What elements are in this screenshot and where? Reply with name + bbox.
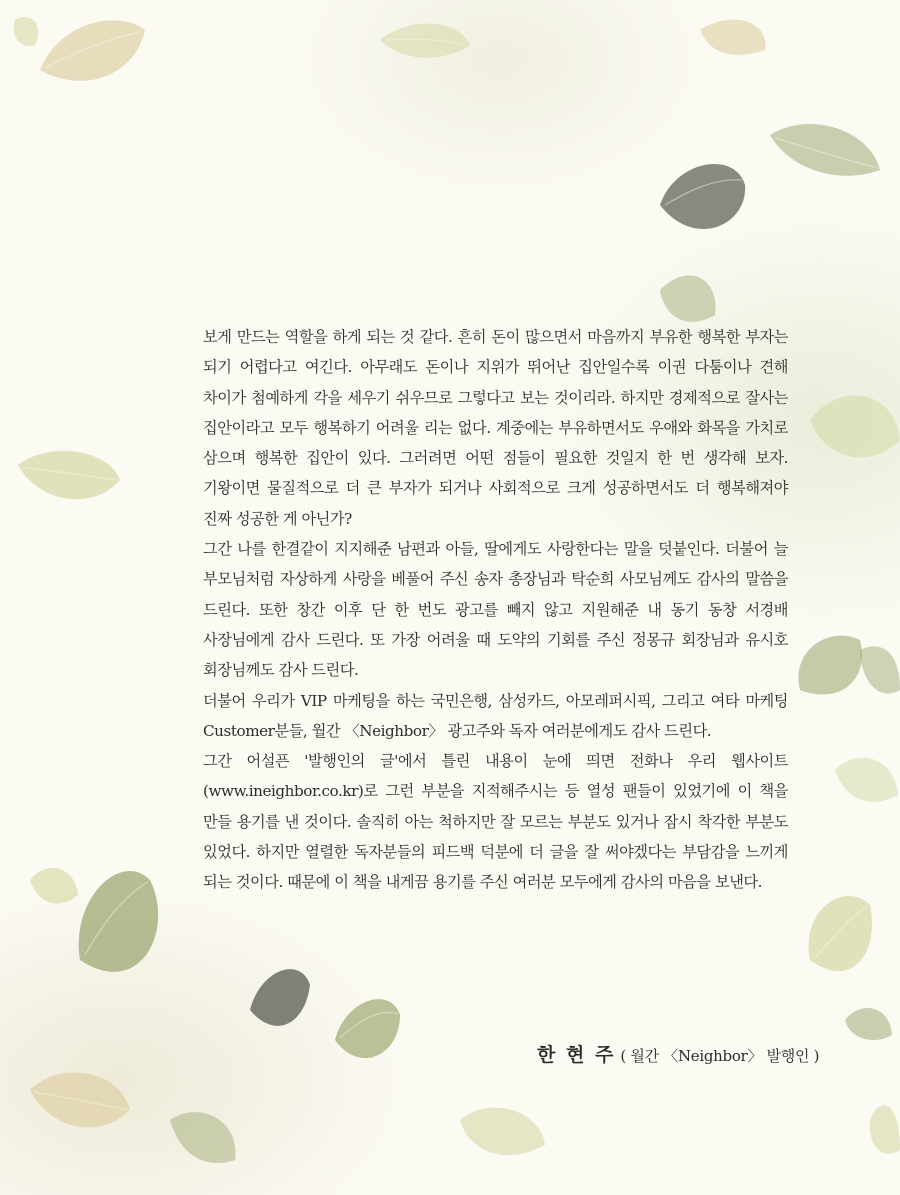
author-title: ( 월간 〈Neighbor〉 발행인 ) bbox=[620, 1047, 820, 1065]
paragraph: 그간 어설픈 '발행인의 글'에서 틀린 내용이 눈에 띄면 전화나 우리 웹사이트(www.ineighbor.co.kr)로 그런 부분을 지적해주시는 등 열성 팬들이 있었기에 이 책을 만들 용기를 낸 것이다. 솔직히 아는 척하지만 잘 모르는 부분도 있거나 잠시 착각한 부분도 있었다. 하지만 열렬한 독자분들의 피드백 덕분에 더 글을 잘 써야겠다는 부담감을 느끼게 되는 것이다. 때문에 이 책을 내게끔 용기를 주신 여러분 모두에게 감사의 마음을 보낸다. bbox=[203, 752, 788, 892]
leaf-bottom-center-olive bbox=[335, 999, 400, 1058]
leaf-bottom-left-tan bbox=[30, 1073, 130, 1128]
leaf-bottom-center-dark bbox=[250, 969, 310, 1026]
leaf-right-middle-3 bbox=[835, 758, 898, 802]
leaf-bottom-left-olive bbox=[170, 1112, 235, 1163]
leaf-right-middle bbox=[798, 636, 862, 695]
leaf-top-right bbox=[700, 20, 765, 55]
leaf-bottom-left-small bbox=[30, 868, 78, 903]
leaf-left-middle bbox=[18, 451, 120, 499]
leaf-bottom-left-large bbox=[79, 871, 158, 972]
paragraph: 보게 만드는 역할을 하게 되는 것 같다. 흔히 돈이 많으면서 마음까지 부유한 행복한 부자는 되기 어렵다고 여긴다. 아무래도 돈이나 지위가 뛰어난 집안일수록 이권 다툼이나 견해 차이가 첨예하게 각을 세우기 쉬우므로 그렇다고 보는 것이리라. 하지만 경제적으로 잘사는 집안이라고 모두 행복하기 어려울 리는 없다. 계중에는 부유하면서도 우애와 화목을 가치로 삼으며 행복한 집안이 있다. 그러려면 어떤 점들이 필요한 것일지 한 번 생각해 보자. 기왕이면 물질적으로 더 큰 부자가 되거나 사회적으로 크게 성공하면서도 더 행복해져야 진짜 성공한 게 아닌가? bbox=[203, 328, 788, 528]
leaf-bottom-right-large bbox=[809, 896, 872, 971]
signature bbox=[537, 1040, 819, 1067]
leaf-right-olive bbox=[770, 124, 880, 176]
leaf-bottom-center-light bbox=[460, 1108, 545, 1156]
paragraph: 그간 나를 한결같이 지지해준 남편과 아들, 딸에게도 사랑한다는 말을 덧붙인다. 더불어 늘 부모님처럼 자상하게 사랑을 베풀어 주신 송자 총장님과 탁순희 사모님께도 감사의 말씀을 드린다. 또한 창간 이후 단 한 번도 광고를 빼지 않고 지원해준 내 동기 동창 서경배 사장님에게 감사 드린다. 또 가장 어려울 때 도약의 기회를 주신 정몽규 회장님과 유시호 회장님께도 감사 드린다. bbox=[203, 540, 788, 680]
leaf-bottom-right-small bbox=[845, 1008, 892, 1040]
leaf-right-dark bbox=[660, 164, 745, 229]
leaf-right-middle-2 bbox=[860, 646, 900, 693]
leaf-top-center bbox=[380, 24, 470, 58]
leaf-bottom-right-edge bbox=[870, 1105, 900, 1153]
leaf-right-mid bbox=[660, 275, 716, 322]
leaf-right-edge bbox=[810, 395, 900, 457]
paragraph: 더불어 우리가 VIP 마케팅을 하는 국민은행, 삼성카드, 아모레퍼시픽, 그리고 여타 마케팅 Customer분들, 월간 〈Neighbor〉 광고주와 독자 여러분에게도 감사 드린다. bbox=[203, 691, 788, 740]
leaf-top-left-small bbox=[14, 17, 39, 46]
body-text bbox=[203, 322, 788, 898]
leaf-top-left bbox=[40, 20, 145, 81]
author-name: 한 현 주 bbox=[537, 1044, 616, 1066]
